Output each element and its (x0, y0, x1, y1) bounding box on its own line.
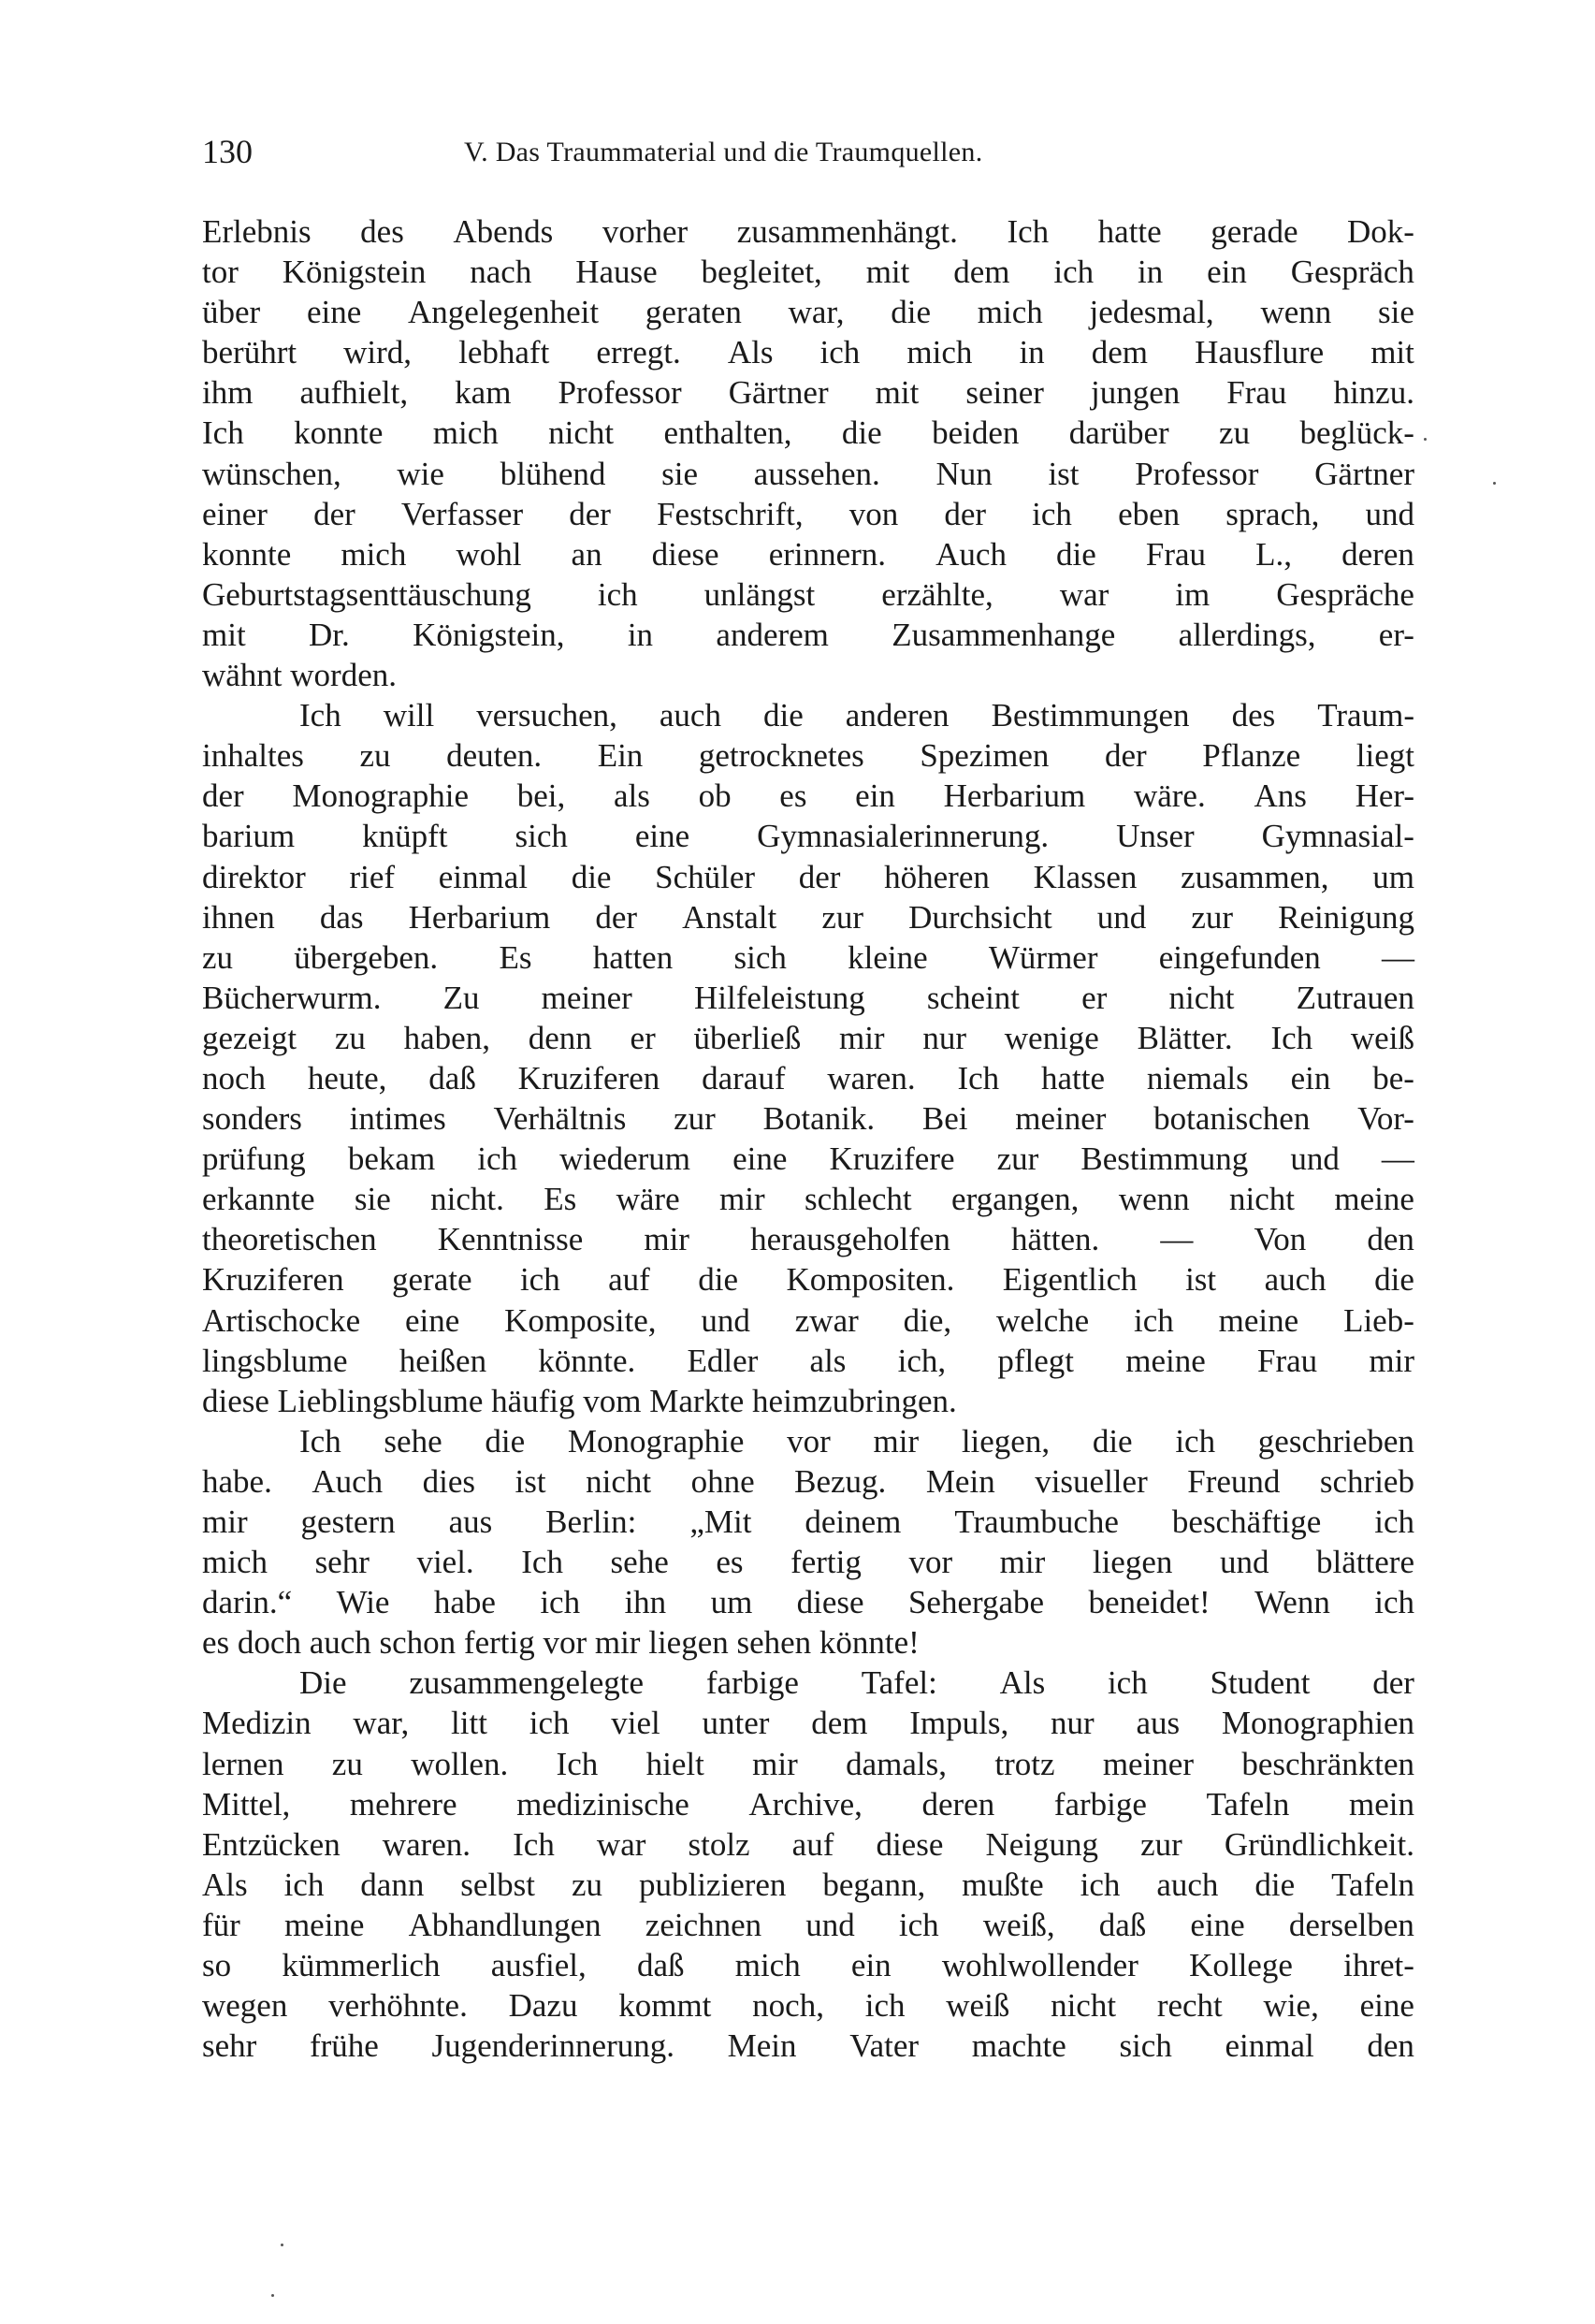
text-line: ihm aufhielt, kam Professor Gärtner mit seiner jungen Frau hinzu. (202, 374, 1414, 412)
text-line: so kümmerlich ausfiel, daß mich ein wohlwollender Kollege ihret- (202, 1947, 1414, 1984)
text-line: zu übergeben. Es hatten sich kleine Würmer eingefunden — (202, 938, 1414, 976)
text-line: Bücherwurm. Zu meiner Hilfeleistung scheint er nicht Zutrauen (202, 979, 1414, 1016)
text-line: berührt wird, lebhaft erregt. Als ich mich in dem Hausflure mit (202, 334, 1414, 371)
text-line: sonders intimes Verhältnis zur Botanik. Bei meiner botanischen Vor- (202, 1100, 1414, 1138)
text-line: habe. Auch dies ist nicht ohne Bezug. Mein visueller Freund schrieb (202, 1462, 1414, 1500)
text-line: ihnen das Herbarium der Anstalt zur Durchsicht und zur Reinigung (202, 898, 1414, 936)
text-line: Ich sehe die Monographie vor mir liegen, die ich geschrieben (299, 1422, 1414, 1460)
text-line: prüfung bekam ich wiederum eine Kruzifere zur Bestimmung und — (202, 1140, 1414, 1178)
text-line: tor Königstein nach Hause begleitet, mit dem ich in ein Gespräch (202, 254, 1414, 291)
body-text (202, 211, 1414, 2066)
text-line: Ich konnte mich nicht enthalten, die beiden darüber zu beglück- (202, 414, 1414, 452)
text-line: Artischocke eine Komposite, und zwar die, welche ich meine Lieb- (202, 1301, 1414, 1339)
text-line: Erlebnis des Abends vorher zusammenhängt. Ich hatte gerade Dok- (202, 213, 1414, 250)
margin-speck (1493, 482, 1496, 485)
margin-speck (1424, 438, 1427, 441)
text-line: Ich will versuchen, auch die anderen Bestimmungen des Traum- (299, 697, 1414, 734)
text-line: konnte mich wohl an diese erinnern. Auch die Frau L., deren (202, 535, 1414, 573)
text-line: Kruziferen gerate ich auf die Kompositen. Eigentlich ist auch die (202, 1261, 1414, 1299)
text-line: für meine Abhandlungen zeichnen und ich weiß, daß eine derselben (202, 1906, 1414, 1943)
text-line: lernen zu wollen. Ich hielt mir damals, trotz meiner beschränkten (202, 1745, 1414, 1782)
text-line: darin.“ Wie habe ich ihn um diese Sehergabe beneidet! Wenn ich (202, 1584, 1414, 1621)
text-line: mich sehr viel. Ich sehe es fertig vor mir liegen und blättere (202, 1544, 1414, 1581)
text-line: Als ich dann selbst zu publizieren begann, mußte ich auch die Tafeln (202, 1866, 1414, 1903)
text-line: Mittel, mehrere medizinische Archive, deren farbige Tafeln mein (202, 1785, 1414, 1823)
text-line: lingsblume heißen könnte. Edler als ich, pflegt meine Frau mir (202, 1342, 1414, 1379)
text-line: wähnt worden. (202, 657, 398, 694)
text-line: einer der Verfasser der Festschrift, von der ich eben sprach, und (202, 495, 1414, 532)
text-line: inhaltes zu deuten. Ein getrocknetes Spezimen der Pflanze liegt (202, 737, 1414, 775)
text-line: über eine Angelegenheit geraten war, die mich jedesmal, wenn sie (202, 294, 1414, 331)
page-number: 130 (202, 133, 253, 170)
text-line: theoretischen Kenntnisse mir herausgeholfen hätten. — Von den (202, 1221, 1414, 1258)
text-line: erkannte sie nicht. Es wäre mir schlecht ergangen, wenn nicht meine (202, 1181, 1414, 1218)
text-line: wegen verhöhnte. Dazu kommt noch, ich weiß nicht recht wie, eine (202, 1987, 1414, 2025)
text-line: barium knüpft sich eine Gymnasialerinnerung. Unser Gymnasial- (202, 818, 1414, 855)
text-line: sehr frühe Jugenderinnerung. Mein Vater machte sich einmal den (202, 2027, 1414, 2065)
text-line: mit Dr. Königstein, in anderem Zusammenhange allerdings, er- (202, 616, 1414, 653)
text-line: diese Lieblingsblume häufig vom Markte heimzubringen. (202, 1382, 957, 1419)
text-line: der Monographie bei, als ob es ein Herbarium wäre. Ans Her- (202, 777, 1414, 815)
text-line: noch heute, daß Kruziferen darauf waren. Ich hatte niemals ein be- (202, 1059, 1414, 1097)
text-line: Entzücken waren. Ich war stolz auf diese Neigung zur Gründlichkeit. (202, 1825, 1414, 1863)
text-line: mir gestern aus Berlin: „Mit deinem Traumbuche beschäftige ich (202, 1503, 1414, 1540)
text-line: wünschen, wie blühend sie aussehen. Nun ist Professor Gärtner (202, 455, 1414, 492)
text-line: Medizin war, litt ich viel unter dem Impuls, nur aus Monographien (202, 1705, 1414, 1742)
running-head: V. Das Traummaterial und die Traumquellen. (464, 137, 983, 167)
margin-speck (281, 2244, 283, 2246)
text-line: Geburtstagsenttäuschung ich unlängst erzählte, war im Gespräche (202, 575, 1414, 613)
text-line: direktor rief einmal die Schüler der höheren Klassen zusammen, um (202, 858, 1414, 895)
margin-speck (271, 2294, 274, 2297)
text-line: Die zusammengelegte farbige Tafel: Als ich Student der (299, 1664, 1414, 1702)
text-line: es doch auch schon fertig vor mir liegen sehen könnte! (202, 1624, 920, 1662)
text-line: gezeigt zu haben, denn er überließ mir nur wenige Blätter. Ich weiß (202, 1019, 1414, 1056)
